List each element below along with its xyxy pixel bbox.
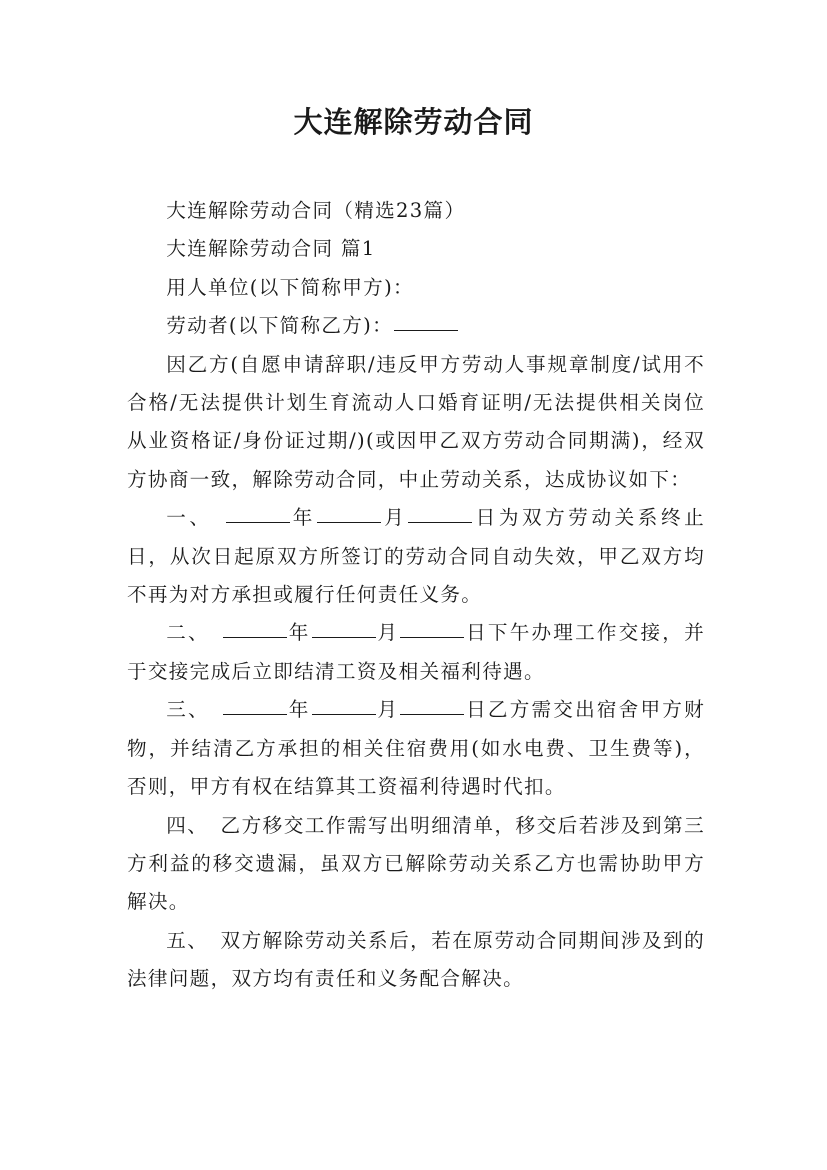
- document-body: [127, 192, 705, 999]
- month-blank: [312, 636, 376, 638]
- clause-text: 双方解除劳动关系后，若在原劳动合同期间涉及到的法律问题，双方均有责任和义务配合解决。: [127, 928, 705, 991]
- year-blank: [223, 713, 287, 715]
- employee-name-blank: [394, 329, 458, 331]
- clause-1: [127, 499, 705, 614]
- clause-number: 二、: [166, 621, 210, 645]
- year-label: 年: [287, 698, 311, 722]
- month-blank: [312, 713, 376, 715]
- month-label: 月: [381, 506, 408, 530]
- employer-label: 用人单位(以下简称甲方)：: [166, 275, 414, 299]
- year-blank: [226, 521, 290, 523]
- employee-label: 劳动者(以下简称乙方)：: [166, 314, 394, 338]
- intro-paragraph: 因乙方(自愿申请辞职/违反甲方劳动人事规章制度/试用不合格/无法提供计划生育流动人口婚育证明/无法提供相关岗位从业资格证/身份证过期/)(或因甲乙双方劳动合同期满)，经双方协商一致，解除劳动合同，中止劳动关系，达成协议如下：: [127, 352, 705, 491]
- clause-text: 日下午办理工作交接，并于交接完成后立即结清工资及相关福利待遇。: [127, 621, 705, 683]
- clause-number: 三、: [166, 698, 210, 722]
- document-title: 大连解除劳动合同: [293, 105, 534, 139]
- clause-text: 乙方移交工作需写出明细清单，移交后若涉及到第三方利益的移交遗漏，虽双方已解除劳动关系乙方也需协助甲方解决。: [127, 813, 705, 914]
- clause-4: [127, 807, 705, 922]
- clause-number: 五、: [166, 928, 209, 952]
- clause-text: 日乙方需交出宿舍甲方财物，并结清乙方承担的相关住宿费用(如水电费、卫生费等)，否则，甲方有权在结算其工资福利待遇时代扣。: [127, 698, 705, 799]
- clause-number: 四、: [166, 813, 209, 837]
- year-label: 年: [290, 506, 316, 530]
- year-label: 年: [287, 621, 311, 645]
- clause-2: [127, 614, 705, 691]
- employee-line: [127, 307, 705, 345]
- clause-text: 日为双方劳动关系终止日，从次日起原双方所签订的劳动合同自动失效，甲乙双方均不再为对方承担或履行任何责任义务。: [127, 506, 705, 607]
- year-blank: [223, 636, 287, 638]
- day-blank: [400, 636, 464, 638]
- clause-3: [127, 691, 705, 806]
- month-label: 月: [376, 621, 400, 645]
- section-heading: 大连解除劳动合同 篇1: [166, 237, 376, 261]
- clause-number: 一、: [166, 506, 213, 530]
- month-label: 月: [376, 698, 400, 722]
- clause-5: [127, 922, 705, 999]
- document-subtitle: 大连解除劳动合同（精选23篇）: [166, 199, 466, 222]
- month-blank: [317, 521, 381, 523]
- day-blank: [408, 521, 472, 523]
- day-blank: [400, 713, 464, 715]
